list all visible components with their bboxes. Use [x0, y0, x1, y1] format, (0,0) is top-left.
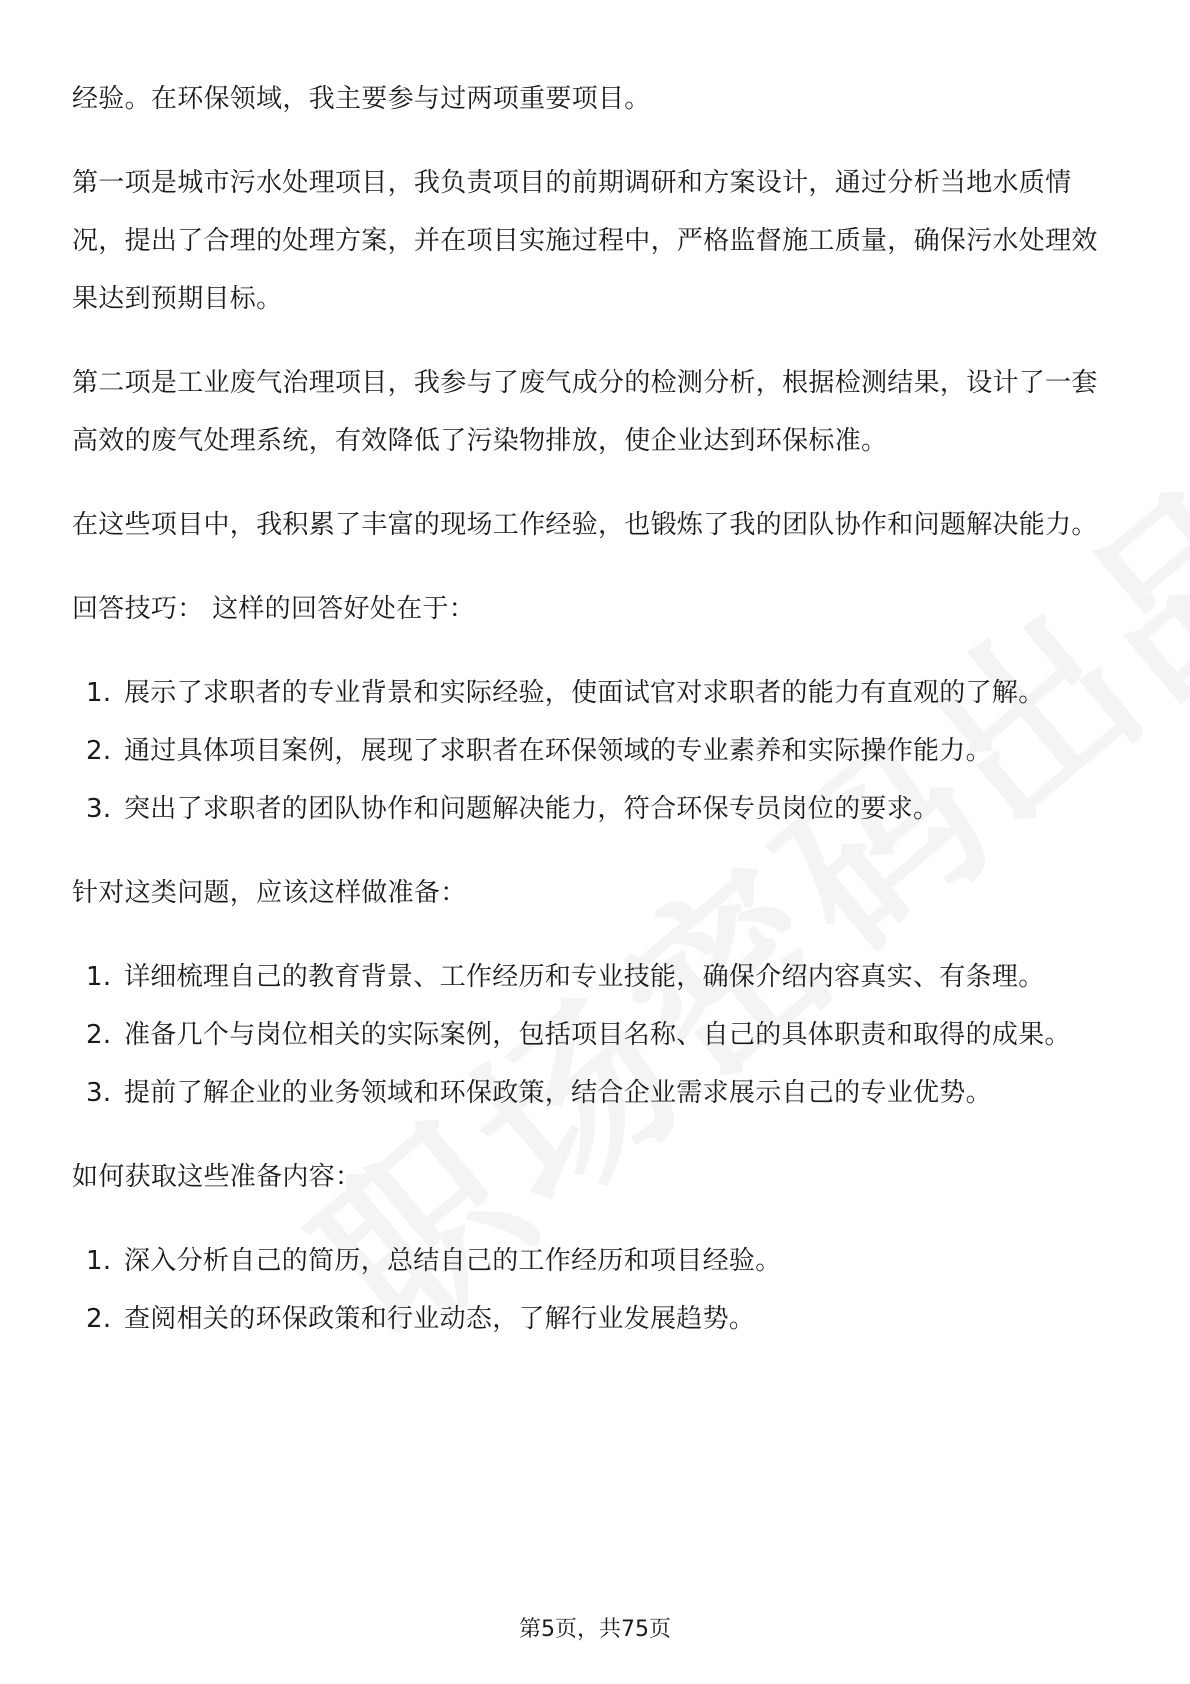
project2-paragraph: 第二项是工业废气治理项目，我参与了废气成分的检测分析，根据检测结果，设计了一套高效的废气处理系统，有效降低了污染物排放，使企业达到环保标准。: [72, 368, 1098, 456]
list-item: 1. 展示了求职者的专业背景和实际经验，使面试官对求职者的能力有直观的了解。: [86, 678, 1045, 708]
prep-list: [72, 948, 1122, 1122]
source-heading: 如何获取这些准备内容：: [72, 1162, 362, 1192]
summary-paragraph: 在这些项目中，我积累了丰富的现场工作经验，也锻炼了我的团队协作和问题解决能力。: [72, 510, 1098, 540]
tips-list: [72, 664, 1122, 838]
document-body: [72, 70, 1122, 1348]
source-list: [72, 1232, 1122, 1348]
page-number-footer: 第5页，共75页: [519, 1617, 671, 1642]
prep-heading: 针对这类问题，应该这样做准备：: [72, 878, 467, 908]
list-item: 1. 详细梳理自己的教育背景、工作经历和专业技能，确保介绍内容真实、有条理。: [86, 962, 1045, 992]
list-item: 2. 准备几个与岗位相关的实际案例，包括项目名称、自己的具体职责和取得的成果。: [86, 1020, 1071, 1050]
list-item: 3. 提前了解企业的业务领域和环保政策，结合企业需求展示自己的专业优势。: [86, 1078, 992, 1108]
intro-tail-paragraph: 经验。在环保领域，我主要参与过两项重要项目。: [72, 84, 651, 114]
project1-paragraph: 第一项是城市污水处理项目，我负责项目的前期调研和方案设计，通过分析当地水质情况，提出了合理的处理方案，并在项目实施过程中，严格监督施工质量，确保污水处理效果达到预期目标。: [72, 168, 1098, 314]
list-item: 3. 突出了求职者的团队协作和问题解决能力，符合环保专员岗位的要求。: [86, 794, 940, 824]
list-item: 1. 深入分析自己的简历，总结自己的工作经历和项目经验。: [86, 1246, 782, 1276]
tips-heading: 回答技巧： 这样的回答好处在于：: [72, 594, 476, 624]
list-item: 2. 查阅相关的环保政策和行业动态，了解行业发展趋势。: [86, 1304, 756, 1334]
list-item: 2. 通过具体项目案例，展现了求职者在环保领域的专业素养和实际操作能力。: [86, 736, 992, 766]
